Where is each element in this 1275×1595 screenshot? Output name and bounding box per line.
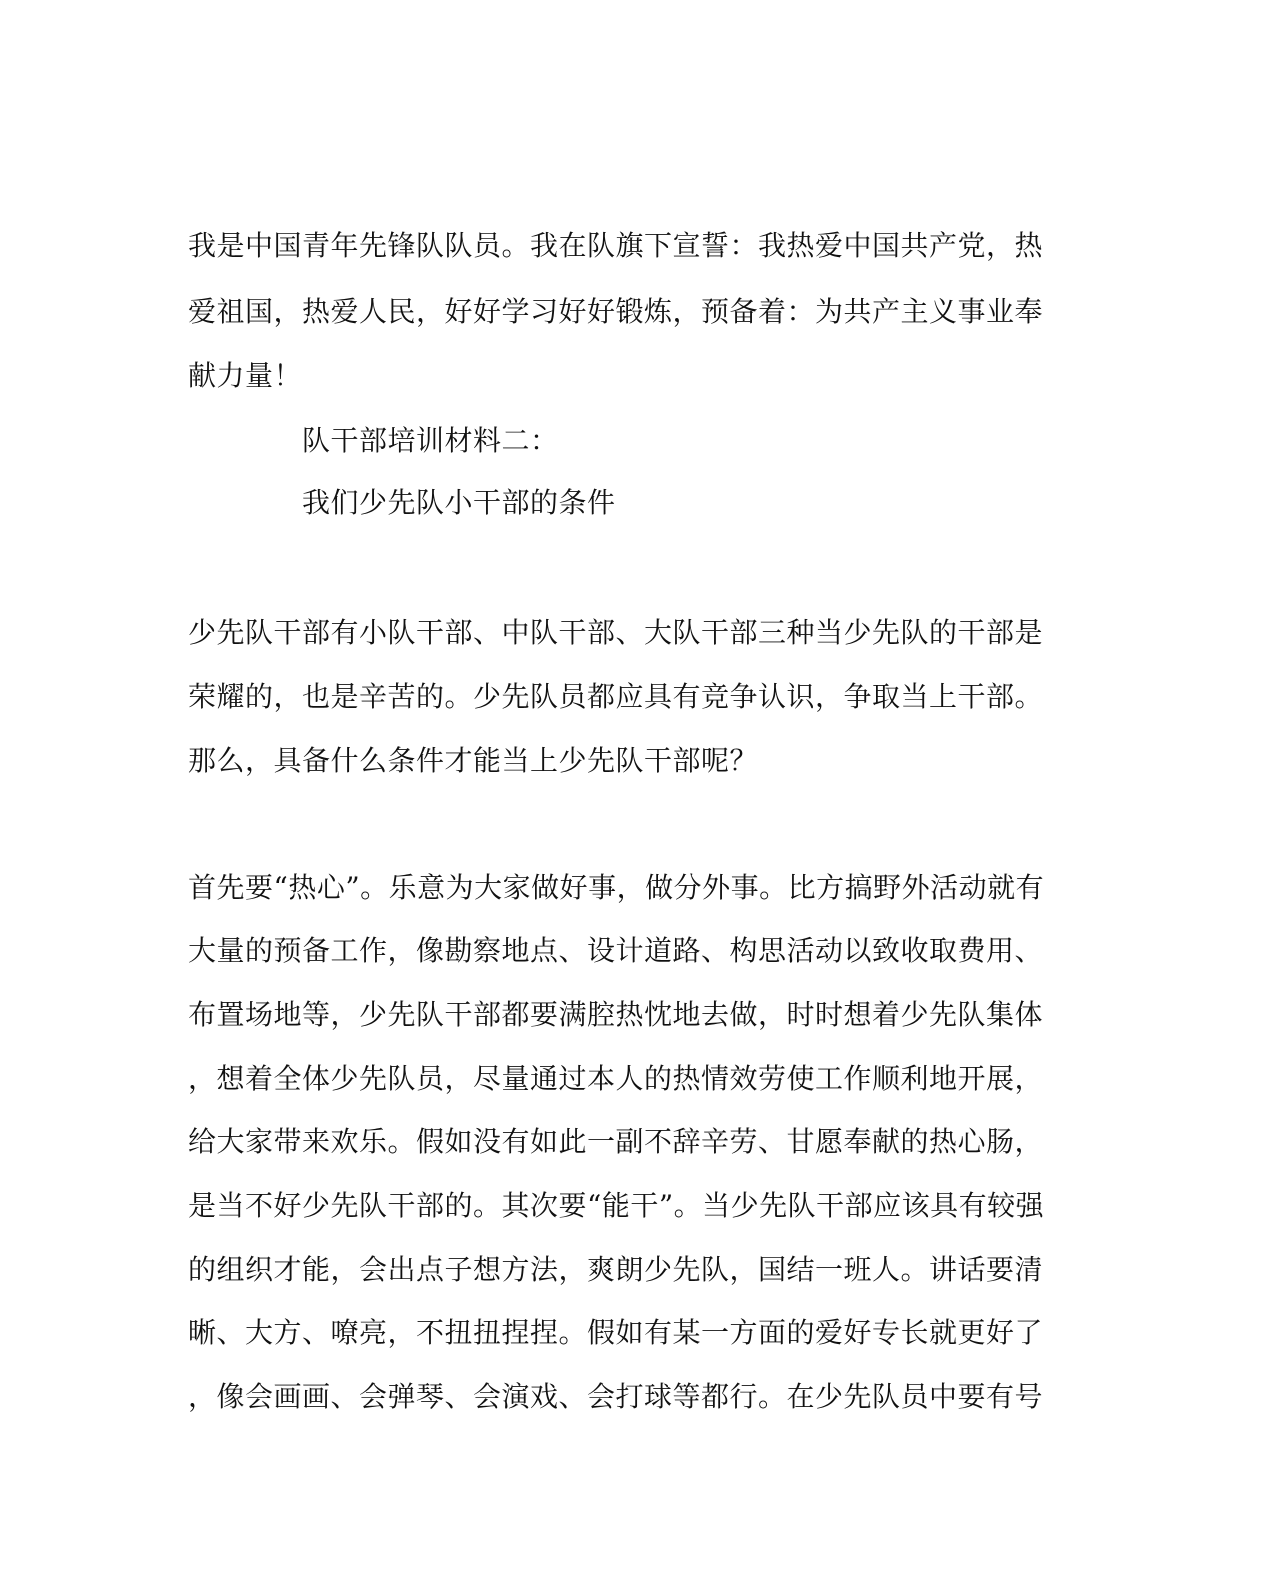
section-title: 我们少先队小干部的条件 xyxy=(302,486,616,519)
text-line: 是当不好少先队干部的。其次要“能干”。当少先队干部应该具有较强 xyxy=(188,1189,1045,1222)
text-line: 大量的预备工作，像勘察地点、设计道路、构思活动以致收取费用、 xyxy=(188,934,1044,967)
text-line: 献力量！ xyxy=(188,359,303,392)
text-line: 荣耀的，也是辛苦的。少先队员都应具有竞争认识，争取当上干部。 xyxy=(188,680,1044,713)
text-line: ，想着全体少先队员，尽量通过本人的热情效劳使工作顺利地开展， xyxy=(188,1062,1044,1095)
section-heading: 队干部培训材料二： xyxy=(302,424,559,457)
text-line: 首先要“热心”。乐意为大家做好事，做分外事。比方搞野外活动就有 xyxy=(188,871,1045,904)
text-line: 那么，具备什么条件才能当上少先队干部呢？ xyxy=(188,744,759,777)
text-line: 我是中国青年先锋队队员。我在队旗下宣誓：我热爱中国共产党，热 xyxy=(188,229,1044,262)
text-line: ，像会画画、会弹琴、会演戏、会打球等都行。在少先队员中要有号 xyxy=(188,1380,1044,1413)
text-line: 的组织才能，会出点子想方法，爽朗少先队，国结一班人。讲话要清 xyxy=(188,1253,1044,1286)
text-line: 晰、大方、嘹亮，不扭扭捏捏。假如有某一方面的爱好专长就更好了 xyxy=(188,1316,1044,1349)
text-line: 爱祖国，热爱人民，好好学习好好锻炼，预备着：为共产主义事业奉 xyxy=(188,295,1044,328)
text-line: 布置场地等，少先队干部都要满腔热忱地去做，时时想着少先队集体 xyxy=(188,998,1044,1031)
text-line: 少先队干部有小队干部、中队干部、大队干部三种当少先队的干部是 xyxy=(188,616,1044,649)
text-line: 给大家带来欢乐。假如没有如此一副不辞辛劳、甘愿奉献的热心肠， xyxy=(188,1125,1044,1158)
